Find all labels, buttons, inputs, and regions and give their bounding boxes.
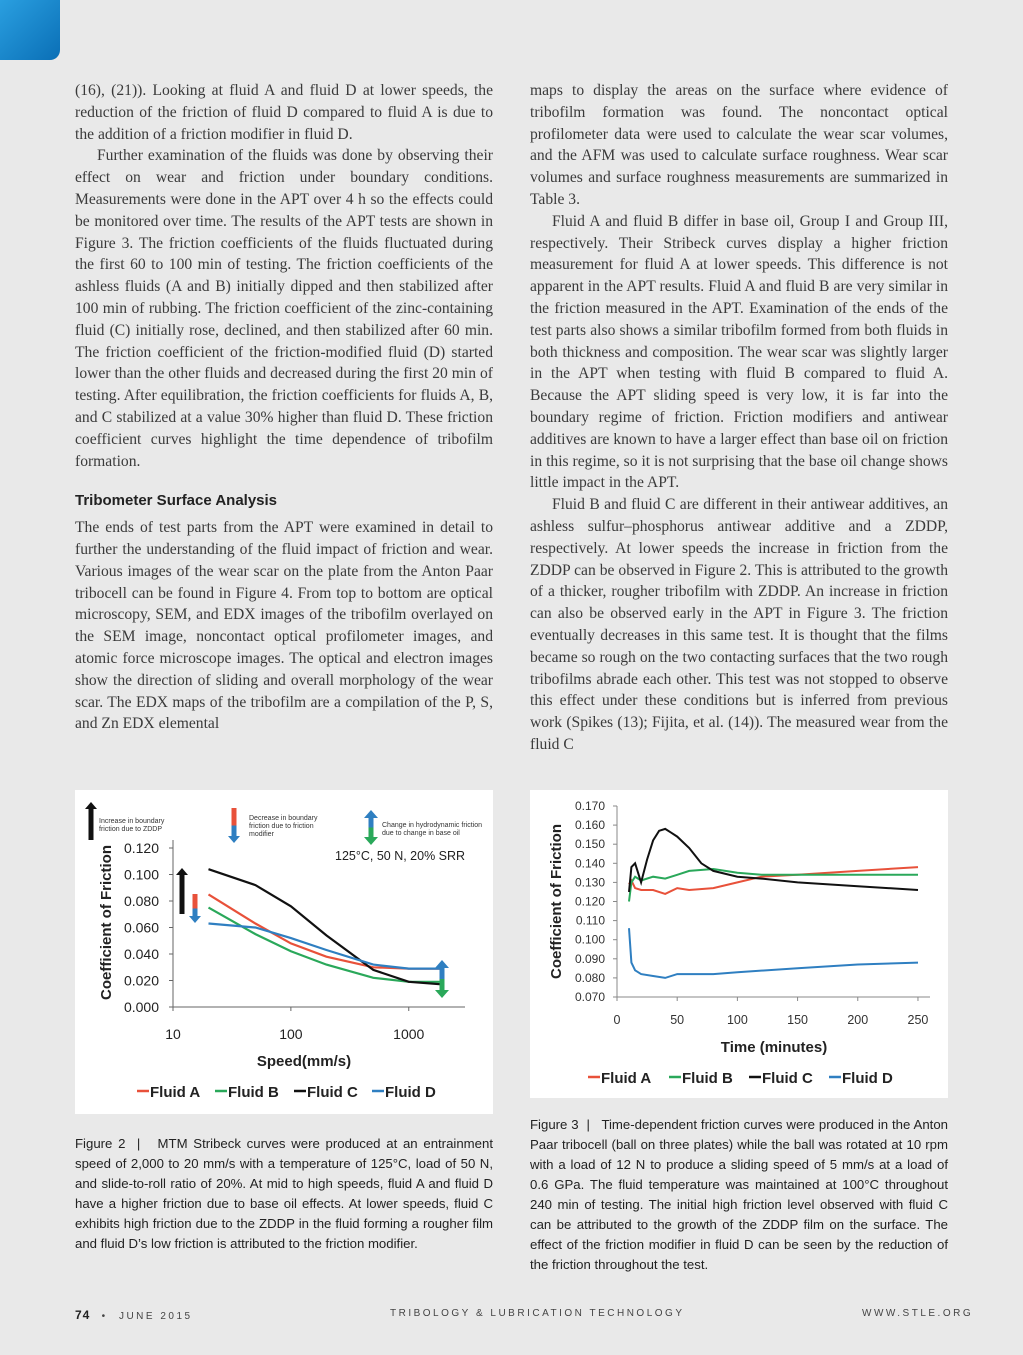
legend-label: Fluid B [682,1070,733,1087]
x-axis-title: Time (minutes) [720,1039,828,1056]
y-tick-label: 0.170 [574,799,605,813]
y-tick-label: 0.060 [123,919,159,936]
plot-arrow-updown-head-up [435,960,449,968]
x-tick-label: 1000 [393,1026,425,1042]
x-tick-label: 100 [726,1013,748,1027]
y-axis-title: Coefficient of Friction [98,845,115,1000]
page-number: 74 [75,1308,91,1322]
right-paragraph-1: maps to display the areas on the surface where evidence of tribofilm formation was found. The noncontact optical profilometer data were used to calculate the wear scar volumes, and the AFM was used to calculate surface roughness. Wear scar volumes and surface roughness measurements are summarized in Table 3. [530,82,948,208]
series-line-fluid-d [209,924,445,969]
footer-separator: • [101,1311,108,1322]
y-tick-label: 0.000 [123,999,159,1015]
legend-label: Fluid C [762,1070,813,1087]
corner-tab [0,0,60,60]
y-tick-label: 0.120 [574,894,605,909]
plot-arrow-updown-head-down [435,990,449,998]
figure-2-label: Figure 2 [75,1136,126,1151]
annotation-up-arrow-head [85,802,97,809]
figure-2-caption-text: MTM Stribeck curves were produced at an entrainment speed of 2,000 to 20 mm/s with a temperature of 125°C, load of 50 N, and slide-to-roll ratio of 20%. At mid to high speeds, fluid A and fluid D have a higher friction due to base oil effects. At lower speeds, fluid C exhibits high friction due to the ZDDP in the fluid forming a rougher film and fluid D’s low friction is attributed to the friction modifier. [75,1136,493,1251]
series-line-fluid-b [209,908,445,982]
figure-2-caption: Figure 2 | MTM Stribeck curves were produced at an entrainment speed of 2,000 to 20 mm/s with a temperature of 125°C, load of 50 N, and slide-to-roll ratio of 20%. At mid to high speeds, fluid A and fluid D have a higher friction due to base oil effects. At lower speeds, fluid C exhibits high friction due to the ZDDP in the fluid forming a rougher film and fluid D’s low friction is attributed to the friction modifier. [75,1136,493,1251]
annotation-updown-arrow-shaft-bottom [369,828,374,838]
right-paragraph-3: Fluid B and fluid C are different in their antiwear additives, an ashless sulfur–phosphorus antiwear additive and a ZDDP, respectively. At lower speeds the increase in friction from the ZDDP can be observed in Figure 2. This is attributed to the growth of a thicker, rougher tribofilm with ZDDP. An increase in friction can also be observed early in the APT in Figure 3. The friction eventually decreases in this same test. It is thought that the films became so rough on the two contacting surfaces that the two rough tribofilms abrade each other. This test was not stopped to observe this effect under these conditions but is inferred from previous work (Spikes (13); Fijita, et al. (14)). The measured wear from the fluid C [530,496,948,753]
footer-left [75,1308,193,1322]
y-tick-label: 0.040 [123,946,159,962]
plot-arrow-up-head [176,868,188,875]
plot-arrow-up-shaft [180,874,185,914]
left-paragraph-2: Further examination of the fluids was done by observing their effect on wear and friction under boundary conditions. Measurements were done in the APT over 4 h so the effects could be monitored over time. The results of the APT tests are shown in Figure 3. The friction coefficients of the fluids fluctuated during the first 60 to 100 min of testing. The friction coefficients of the ashless fluids (A and B) initially dipped and then stabilized after 100 min of rubbing. The friction coefficient of the zinc-containing fluid (C) initially rose, declined, and then stabilized after 60 min. The friction coefficient of the friction-modified fluid (D) started lower than the other fluids and decreased during the first 20 min of testing. After equilibration, the friction coefficients for fluids A, B, and C stabilized at a value 30% higher than fluid D. These friction coefficient curves highlight the time dependence of tribofilm formation. [75,147,493,470]
y-tick-label: 0.100 [574,932,605,947]
x-tick-label: 200 [847,1013,869,1027]
right-column [530,80,948,756]
legend-label: Fluid C [307,1084,358,1101]
x-tick-label: 150 [787,1013,809,1027]
figure-3-label: Figure 3 [530,1117,579,1132]
y-tick-label: 0.140 [574,856,605,871]
y-axis-title: Coefficient of Friction [548,824,565,979]
section-heading: Tribometer Surface Analysis [75,492,278,510]
y-tick-label: 0.120 [123,840,159,856]
chart-condition-label: 125°C, 50 N, 20% SRR [335,849,466,863]
x-tick-label: 100 [279,1026,303,1042]
figure-3-caption-text: Time-dependent friction curves were produced in the Anton Paar tribocell (ball on three plates) while the ball was rotated at 10 rpm with a load of 12 N to produce a sliding speed of 5 mm/s at a load of 0.6 GPa. The fluid temperature was maintained at 100°C throughout 240 min of testing. The initial high friction level observed with fluid C can be attributed to the growth of the ZDDP film on the surface. The effect of the friction modifier in fluid D can be seen by the reduction of the friction throughout the test. [530,1117,948,1272]
annotation-updown-arrow-shaft-top [369,818,374,828]
website: WWW.STLE.ORG [862,1308,974,1319]
legend-label: Fluid D [842,1070,893,1087]
journal-name: TRIBOLOGY & LUBRICATION TECHNOLOGY [390,1308,685,1319]
issue-date: JUNE 2015 [118,1311,193,1322]
annotation-updown-text: Change in hydrodynamic friction due to change in base oil [382,822,482,837]
y-tick-label: 0.070 [574,990,605,1004]
plot-arrow-updown-shaft-bottom [440,979,445,990]
plot-arrow-updown-shaft-top [440,968,445,979]
annotation-down-text: Decrease in boundary friction due to friction modifier [249,815,318,838]
series-line-fluid-b [629,869,918,902]
x-tick-label: 10 [165,1026,181,1042]
x-tick-label: 250 [907,1013,929,1027]
y-tick-label: 0.110 [575,913,605,928]
y-tick-label: 0.080 [123,893,159,909]
plot-arrow-down-head [189,916,201,923]
legend-label: Fluid A [150,1084,201,1101]
annotation-up-arrow-shaft [89,808,94,840]
legend-label: Fluid A [601,1070,652,1087]
plot-arrow-down-shaft-bottom [193,909,198,918]
left-paragraph-1: (16), (21)). Looking at fluid A and fluid D at lower speeds, the reduction of the friction of fluid D compared to fluid A is due to the addition of a friction modifier in fluid D. [75,82,493,143]
y-tick-label: 0.150 [574,837,605,852]
annotation-down-arrow-shaft-top [232,808,237,826]
figure-3 [530,790,948,1098]
left-paragraph-3: The ends of test parts from the APT were examined in detail to further the understanding of the fluid impact of friction and wear. Various images of the wear scar on the plate from the Anton Paar tribocell can be found in Figure 4. From top to bottom are optical microscopy, SEM, and EDX images of the tribofilm overlayed on the SEM image, noncontact optical profilometer images, and atomic force microscope images. The optical and electron images show the direction of sliding and overall morphology of the wear scar. The EDX maps of the tribofilm are a compilation of the P, S, and Zn EDX elemental [75,519,493,733]
annotation-down-arrow-head [228,836,240,843]
x-tick-label: 50 [670,1013,685,1027]
series-line-fluid-a [209,894,445,968]
stribeck-chart [75,790,493,1114]
legend-label: Fluid B [228,1084,279,1101]
x-axis-title: Speed(mm/s) [256,1053,352,1070]
legend-label: Fluid D [385,1084,436,1101]
y-tick-label: 0.090 [574,951,605,966]
y-tick-label: 0.130 [574,875,605,890]
annotation-updown-arrow-head-up [364,810,378,818]
figure-2 [75,790,493,1114]
left-column [75,80,493,735]
x-tick-label: 0 [613,1013,621,1027]
right-paragraph-2: Fluid A and fluid B differ in base oil, Group I and Group III, respectively. Their Stribeck curves display a higher friction measurement for fluid A at lower speeds. This difference is not apparent in the APT results. Fluid A and fluid B are very similar in the friction measured in the APT. Examination of the ends of the test parts also shows a similar tribofilm formed from both fluids in both thickness and composition. The wear scar was slightly larger in the APT when testing with fluid B compared to fluid A. Because the APT sliding speed is very low, it is far into the boundary regime of friction. Friction modifiers and antiwear additives are known to have a larger effect than base oil on friction in this regime, so it is not surprising that the base oil change shows little impact in the APT. [530,212,948,492]
y-tick-label: 0.100 [123,866,159,883]
figure-3-caption: Figure 3 | Time-dependent friction curves were produced in the Anton Paar tribocell (ball on three plates) while the ball was rotated at 10 rpm with a load of 12 N to produce a sliding speed of 5 mm/s at a load of 0.6 GPa. The fluid temperature was maintained at 100°C throughout 240 min of testing. The initial high friction level observed with fluid C can be attributed to the growth of the ZDDP film on the surface. The effect of the friction modifier in fluid D can be seen by the reduction of the friction throughout the test. [530,1117,948,1272]
y-tick-label: 0.160 [574,818,605,833]
series-line-fluid-d [629,928,918,978]
annotation-up-text: Increase in boundary friction due to ZDDP [99,818,165,833]
time-friction-chart [530,790,948,1098]
annotation-updown-arrow-head-down [364,837,378,845]
y-tick-label: 0.020 [123,972,159,989]
y-tick-label: 0.080 [574,970,605,985]
plot-arrow-down-shaft-top [193,894,198,909]
annotation-down-arrow-shaft-bottom [232,826,237,838]
series-line-fluid-c [629,829,918,892]
